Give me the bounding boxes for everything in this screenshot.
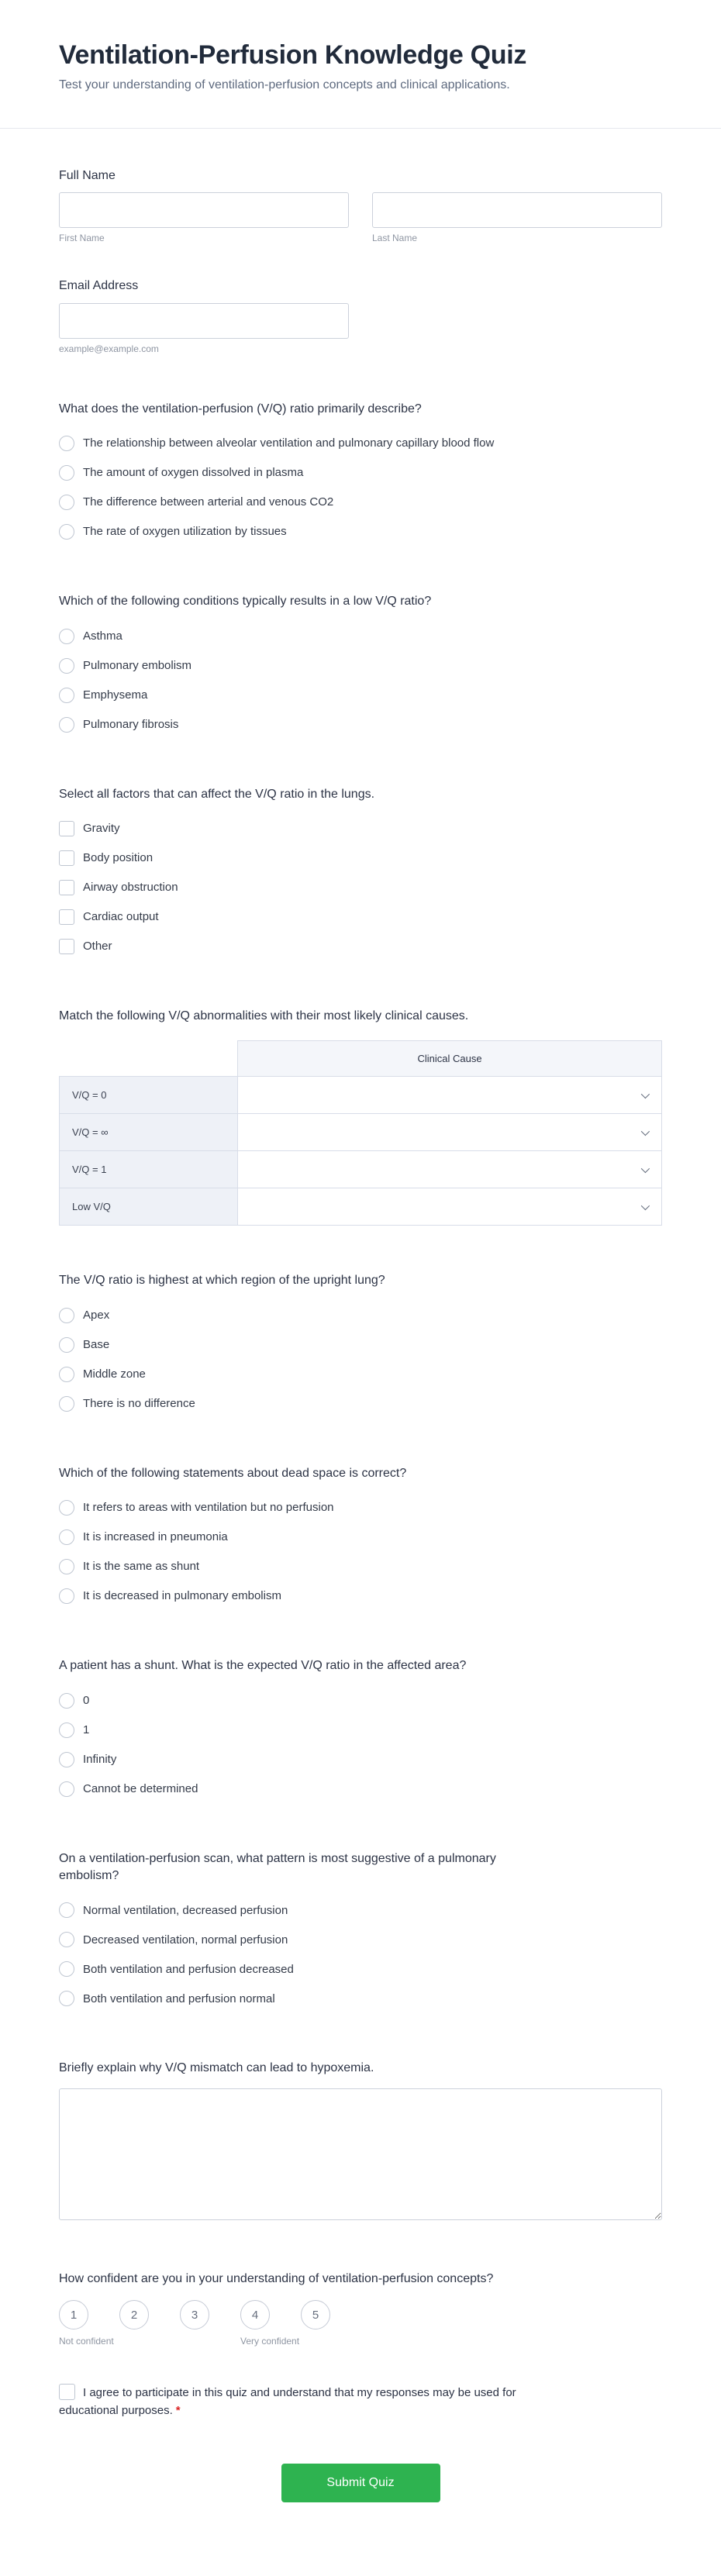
option-label: It is decreased in pulmonary embolism <box>83 1589 281 1603</box>
chevron-down-icon <box>641 1090 650 1098</box>
chevron-down-icon <box>641 1164 650 1173</box>
radio-option[interactable] <box>59 458 662 488</box>
option-label: Gravity <box>83 822 120 836</box>
radio-icon[interactable] <box>59 1902 74 1918</box>
radio-option[interactable] <box>59 1954 662 1984</box>
radio-option[interactable] <box>59 1522 662 1552</box>
scale-option-3[interactable]: 3 <box>180 2300 209 2329</box>
essay-textarea[interactable] <box>59 2088 662 2220</box>
radio-option[interactable] <box>59 1581 662 1611</box>
question-label: Match the following V/Q abnormalities with their most likely clinical causes. <box>59 1009 469 1022</box>
checkbox-option[interactable] <box>59 873 662 902</box>
question-shunt <box>59 1657 662 1803</box>
scale-left-label: Not confident <box>59 2336 114 2347</box>
radio-icon[interactable] <box>59 1693 74 1709</box>
radio-icon[interactable] <box>59 1588 74 1604</box>
radio-option[interactable] <box>59 1389 662 1419</box>
radio-icon[interactable] <box>59 1308 74 1323</box>
option-label: Decreased ventilation, normal perfusion <box>83 1933 288 1947</box>
option-label: Both ventilation and perfusion decreased <box>83 1962 294 1976</box>
matrix-row <box>60 1114 662 1151</box>
agreement-label: I agree to participate in this quiz and understand that my responses may be used for educational purposes. <box>59 2386 516 2418</box>
submit-button[interactable]: Submit Quiz <box>281 2464 440 2502</box>
option-label: The amount of oxygen dissolved in plasma <box>83 466 304 480</box>
radio-icon[interactable] <box>59 1529 74 1545</box>
option-label: Cardiac output <box>83 910 159 924</box>
radio-icon[interactable] <box>59 1337 74 1353</box>
option-label: Base <box>83 1337 110 1351</box>
option-label: It refers to areas with ventilation but no perfusion <box>83 1501 334 1515</box>
question-label: Which of the following statements about dead space is correct? <box>59 1466 407 1480</box>
option-label: 1 <box>83 1723 90 1736</box>
radio-icon[interactable] <box>59 1396 74 1412</box>
radio-option[interactable] <box>59 517 662 547</box>
matrix-question <box>59 1008 662 1226</box>
checkbox-icon[interactable] <box>59 821 74 836</box>
radio-option[interactable] <box>59 1774 662 1804</box>
radio-option[interactable] <box>59 1552 662 1581</box>
page-subtitle: Test your understanding of ventilation-perfusion concepts and clinical applications. <box>59 78 510 91</box>
required-asterisk: * <box>175 2404 181 2418</box>
radio-icon[interactable] <box>59 1367 74 1382</box>
option-label: Middle zone <box>83 1367 146 1381</box>
checkbox-icon[interactable] <box>59 850 74 866</box>
radio-option[interactable] <box>59 710 662 740</box>
matrix-dropdown-0[interactable] <box>238 1077 662 1114</box>
question-factors <box>59 786 662 961</box>
header-divider <box>0 128 721 129</box>
option-label: Body position <box>83 851 154 865</box>
matrix-row-label: Low V/Q <box>60 1188 238 1226</box>
radio-option[interactable] <box>59 1360 662 1389</box>
radio-icon[interactable] <box>59 1500 74 1516</box>
radio-icon[interactable] <box>59 658 74 674</box>
radio-option[interactable] <box>59 1493 662 1522</box>
radio-option[interactable] <box>59 1330 662 1360</box>
question-dead-space <box>59 1465 662 1611</box>
question-label: On a ventilation-perfusion scan, what pattern is most suggestive of a pulmonary embolism? <box>59 1851 496 1882</box>
radio-option[interactable] <box>59 1301 662 1330</box>
radio-option[interactable] <box>59 1895 662 1925</box>
scale-option-2[interactable]: 2 <box>119 2300 149 2329</box>
checkbox-option[interactable] <box>59 902 662 932</box>
option-label: Both ventilation and perfusion normal <box>83 1991 275 2005</box>
question-label: What does the ventilation-perfusion (V/Q) ratio primarily describe? <box>59 402 422 416</box>
option-label: Cannot be determined <box>83 1781 198 1795</box>
option-label: Infinity <box>83 1752 117 1766</box>
checkbox-option[interactable] <box>59 814 662 843</box>
radio-icon[interactable] <box>59 436 74 451</box>
option-label: Normal ventilation, decreased perfusion <box>83 1903 288 1917</box>
agreement-option[interactable] <box>59 2384 571 2420</box>
radio-option[interactable] <box>59 1745 662 1774</box>
submit-row <box>59 2464 662 2502</box>
matrix-row-label: V/Q = 0 <box>60 1077 238 1114</box>
checkbox-icon[interactable] <box>59 2384 75 2400</box>
matrix-row <box>60 1077 662 1114</box>
chevron-down-icon <box>641 1202 650 1210</box>
matrix-row-label: V/Q = 1 <box>60 1151 238 1188</box>
question-low-vq <box>59 593 662 739</box>
question-region <box>59 1272 662 1418</box>
option-label: Asthma <box>83 629 122 643</box>
radio-icon[interactable] <box>59 495 74 510</box>
option-label: Pulmonary embolism <box>83 658 192 672</box>
radio-icon[interactable] <box>59 1752 74 1767</box>
radio-option[interactable] <box>59 488 662 517</box>
matrix-corner <box>60 1041 238 1077</box>
last-name-sublabel: Last Name <box>372 233 418 244</box>
chevron-down-icon <box>641 1127 650 1136</box>
radio-option[interactable] <box>59 1984 662 2013</box>
option-label: There is no difference <box>83 1396 195 1410</box>
form-header <box>59 40 662 92</box>
matrix-dropdown-1[interactable] <box>238 1114 662 1151</box>
matrix-dropdown-3[interactable] <box>238 1188 662 1226</box>
matrix-row-label: V/Q = ∞ <box>60 1114 238 1151</box>
checkbox-option[interactable] <box>59 932 662 961</box>
essay-question <box>59 2060 662 2223</box>
radio-option[interactable] <box>59 429 662 458</box>
question-label: Briefly explain why V/Q mismatch can lead to hypoxemia. <box>59 2061 374 2075</box>
page-title: Ventilation-Perfusion Knowledge Quiz <box>59 40 527 70</box>
radio-option[interactable] <box>59 622 662 651</box>
radio-option[interactable] <box>59 1716 662 1745</box>
scale-rating <box>59 2300 662 2329</box>
question-label: A patient has a shunt. What is the expected V/Q ratio in the affected area? <box>59 1659 467 1673</box>
option-label: Apex <box>83 1308 110 1322</box>
matrix-row <box>60 1188 662 1226</box>
question-label: Which of the following conditions typically results in a low V/Q ratio? <box>59 595 432 609</box>
scale-option-1[interactable]: 1 <box>59 2300 88 2329</box>
option-label: The relationship between alveolar ventilation and pulmonary capillary blood flow <box>83 436 495 450</box>
matrix-table <box>59 1040 662 1226</box>
option-label: 0 <box>83 1693 90 1707</box>
agreement-field <box>59 2384 571 2420</box>
option-label: The difference between arterial and venous CO2 <box>83 495 334 509</box>
question-scan <box>59 1850 662 2014</box>
option-label: It is the same as shunt <box>83 1560 200 1574</box>
radio-option[interactable] <box>59 1686 662 1716</box>
option-label: Airway obstruction <box>83 881 178 895</box>
email-field <box>59 278 662 353</box>
first-name-input[interactable] <box>59 192 349 228</box>
radio-icon[interactable] <box>59 688 74 703</box>
matrix-row <box>60 1151 662 1188</box>
email-input[interactable] <box>59 303 349 339</box>
checkbox-icon[interactable] <box>59 880 74 895</box>
option-label: The rate of oxygen utilization by tissues <box>83 525 287 539</box>
radio-icon[interactable] <box>59 629 74 644</box>
radio-icon[interactable] <box>59 1559 74 1574</box>
email-label: Email Address <box>59 279 139 293</box>
radio-option[interactable] <box>59 651 662 681</box>
checkbox-option[interactable] <box>59 843 662 873</box>
matrix-column-header: Clinical Cause <box>238 1041 662 1077</box>
radio-icon[interactable] <box>59 1781 74 1797</box>
full-name-label: Full Name <box>59 169 116 182</box>
radio-icon[interactable] <box>59 1991 74 2006</box>
radio-icon[interactable] <box>59 1723 74 1738</box>
scale-right-label: Very confident <box>240 2336 300 2347</box>
question-label: How confident are you in your understanding of ventilation-perfusion concepts? <box>59 2271 494 2285</box>
radio-option[interactable] <box>59 1925 662 1954</box>
option-label: Other <box>83 940 112 953</box>
option-label: It is increased in pneumonia <box>83 1530 228 1544</box>
last-name-input[interactable] <box>372 192 662 228</box>
radio-icon[interactable] <box>59 1932 74 1947</box>
matrix-dropdown-2[interactable] <box>238 1151 662 1188</box>
scale-option-5[interactable]: 5 <box>301 2300 330 2329</box>
scale-labels <box>59 2336 662 2348</box>
radio-icon[interactable] <box>59 465 74 481</box>
scale-question <box>59 2271 662 2348</box>
scale-option-4[interactable]: 4 <box>240 2300 270 2329</box>
option-label: Emphysema <box>83 688 148 702</box>
first-name-sublabel: First Name <box>59 233 105 244</box>
checkbox-icon[interactable] <box>59 909 74 925</box>
radio-option[interactable] <box>59 681 662 710</box>
email-sublabel: example@example.com <box>59 343 159 354</box>
question-label: The V/Q ratio is highest at which region of the upright lung? <box>59 1274 385 1288</box>
full-name-field <box>59 167 662 243</box>
radio-icon[interactable] <box>59 524 74 540</box>
checkbox-icon[interactable] <box>59 939 74 954</box>
question-label: Select all factors that can affect the V/Q ratio in the lungs. <box>59 787 375 801</box>
radio-icon[interactable] <box>59 1961 74 1977</box>
question-vq-ratio <box>59 401 662 547</box>
option-label: Pulmonary fibrosis <box>83 717 179 731</box>
radio-icon[interactable] <box>59 717 74 733</box>
